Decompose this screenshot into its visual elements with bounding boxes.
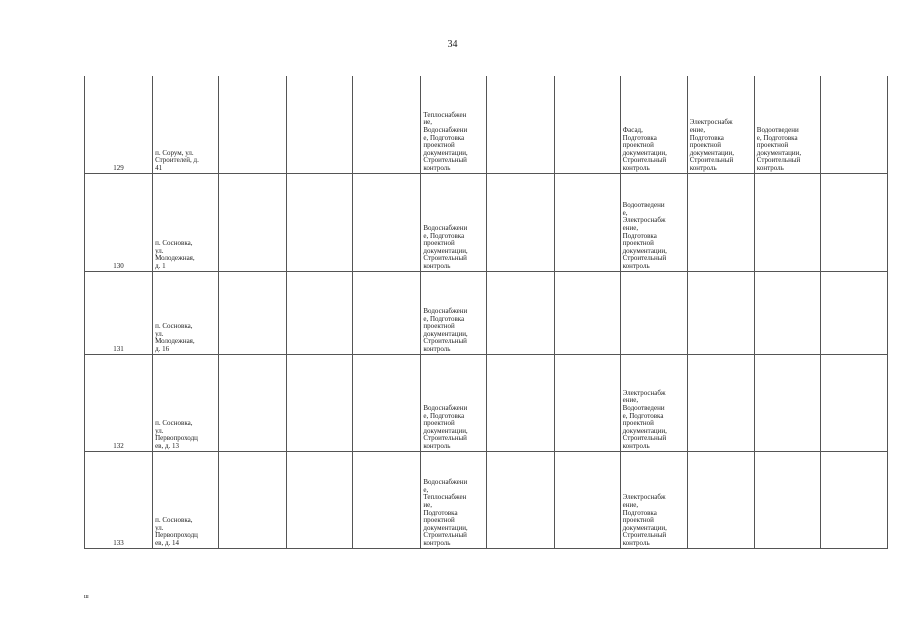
empty-cell (487, 354, 554, 451)
address-cell: п. Сосновка, ул. Первопроходц ев, д. 13 (153, 354, 219, 451)
address-cell: п. Сосновка, ул. Первопроходц ев, д. 14 (153, 451, 219, 548)
row-number: 132 (85, 354, 153, 451)
works-cell-a: Фасад, Подготовка проектной документации, Строительный контроль (620, 76, 687, 173)
table-row (85, 354, 888, 451)
works-cell-a (620, 271, 687, 354)
empty-cell (353, 173, 421, 271)
empty-cell (287, 451, 353, 548)
empty-cell (554, 173, 620, 271)
empty-cell (353, 354, 421, 451)
page-number: 34 (447, 39, 458, 50)
works-cell-utilities: Водоснабжени е, Подготовка проектной документации, Строительный контроль (421, 354, 487, 451)
address-cell: п. Сосновка, ул. Молодежная, д. 1 (153, 173, 219, 271)
works-cell-utilities: Водоснабжени е, Теплоснабжен ие, Подготовка проектной документации, Строительный контроль (421, 451, 487, 548)
row-number: 133 (85, 451, 153, 548)
works-cell-c (754, 354, 820, 451)
empty-cell (287, 76, 353, 173)
works-cell-b (687, 451, 754, 548)
empty-cell (487, 271, 554, 354)
empty-cell (287, 354, 353, 451)
empty-cell (554, 76, 620, 173)
empty-cell (820, 451, 887, 548)
works-cell-b (687, 173, 754, 271)
empty-cell (219, 271, 287, 354)
empty-cell (554, 271, 620, 354)
works-registry-table (84, 76, 888, 549)
row-number: 129 (85, 76, 153, 173)
empty-cell (287, 173, 353, 271)
works-cell-utilities: Водоснабжени е, Подготовка проектной документации, Строительный контроль (421, 173, 487, 271)
empty-cell (820, 271, 887, 354)
empty-cell (219, 354, 287, 451)
footer-mark: ш (84, 594, 89, 600)
empty-cell (487, 451, 554, 548)
empty-cell (353, 451, 421, 548)
empty-cell (554, 354, 620, 451)
table-row (85, 271, 888, 354)
works-cell-b (687, 354, 754, 451)
works-cell-c (754, 451, 820, 548)
table-row (85, 76, 888, 173)
works-cell-c: Водоотведени е, Подготовка проектной документации, Строительный контроль (754, 76, 820, 173)
empty-cell (820, 173, 887, 271)
address-cell: п. Сосновка, ул. Молодежная, д. 16 (153, 271, 219, 354)
empty-cell (219, 76, 287, 173)
works-cell-a: Электроснабж ение, Подготовка проектной документации, Строительный контроль (620, 451, 687, 548)
works-cell-c (754, 173, 820, 271)
works-cell-utilities: Водоснабжени е, Подготовка проектной документации, Строительный контроль (421, 271, 487, 354)
table-row (85, 451, 888, 548)
empty-cell (487, 76, 554, 173)
empty-cell (353, 76, 421, 173)
empty-cell (820, 76, 887, 173)
empty-cell (820, 354, 887, 451)
empty-cell (287, 271, 353, 354)
works-cell-utilities: Теплоснабжен ие, Водоснабжени е, Подготовка проектной документации, Строительный контроль (421, 76, 487, 173)
row-number: 130 (85, 173, 153, 271)
empty-cell (219, 173, 287, 271)
works-cell-a: Водоотведени е, Электроснабж ение, Подготовка проектной документации, Строительный контроль (620, 173, 687, 271)
empty-cell (219, 451, 287, 548)
works-cell-c (754, 271, 820, 354)
empty-cell (353, 271, 421, 354)
works-cell-b (687, 271, 754, 354)
works-cell-b: Электроснабж ение, Подготовка проектной документации, Строительный контроль (687, 76, 754, 173)
row-number: 131 (85, 271, 153, 354)
empty-cell (554, 451, 620, 548)
table-row (85, 173, 888, 271)
address-cell: п. Сорум, ул. Строителей, д. 41 (153, 76, 219, 173)
works-cell-a: Электроснабж ение, Водоотведени е, Подготовка проектной документации, Строительный контроль (620, 354, 687, 451)
empty-cell (487, 173, 554, 271)
